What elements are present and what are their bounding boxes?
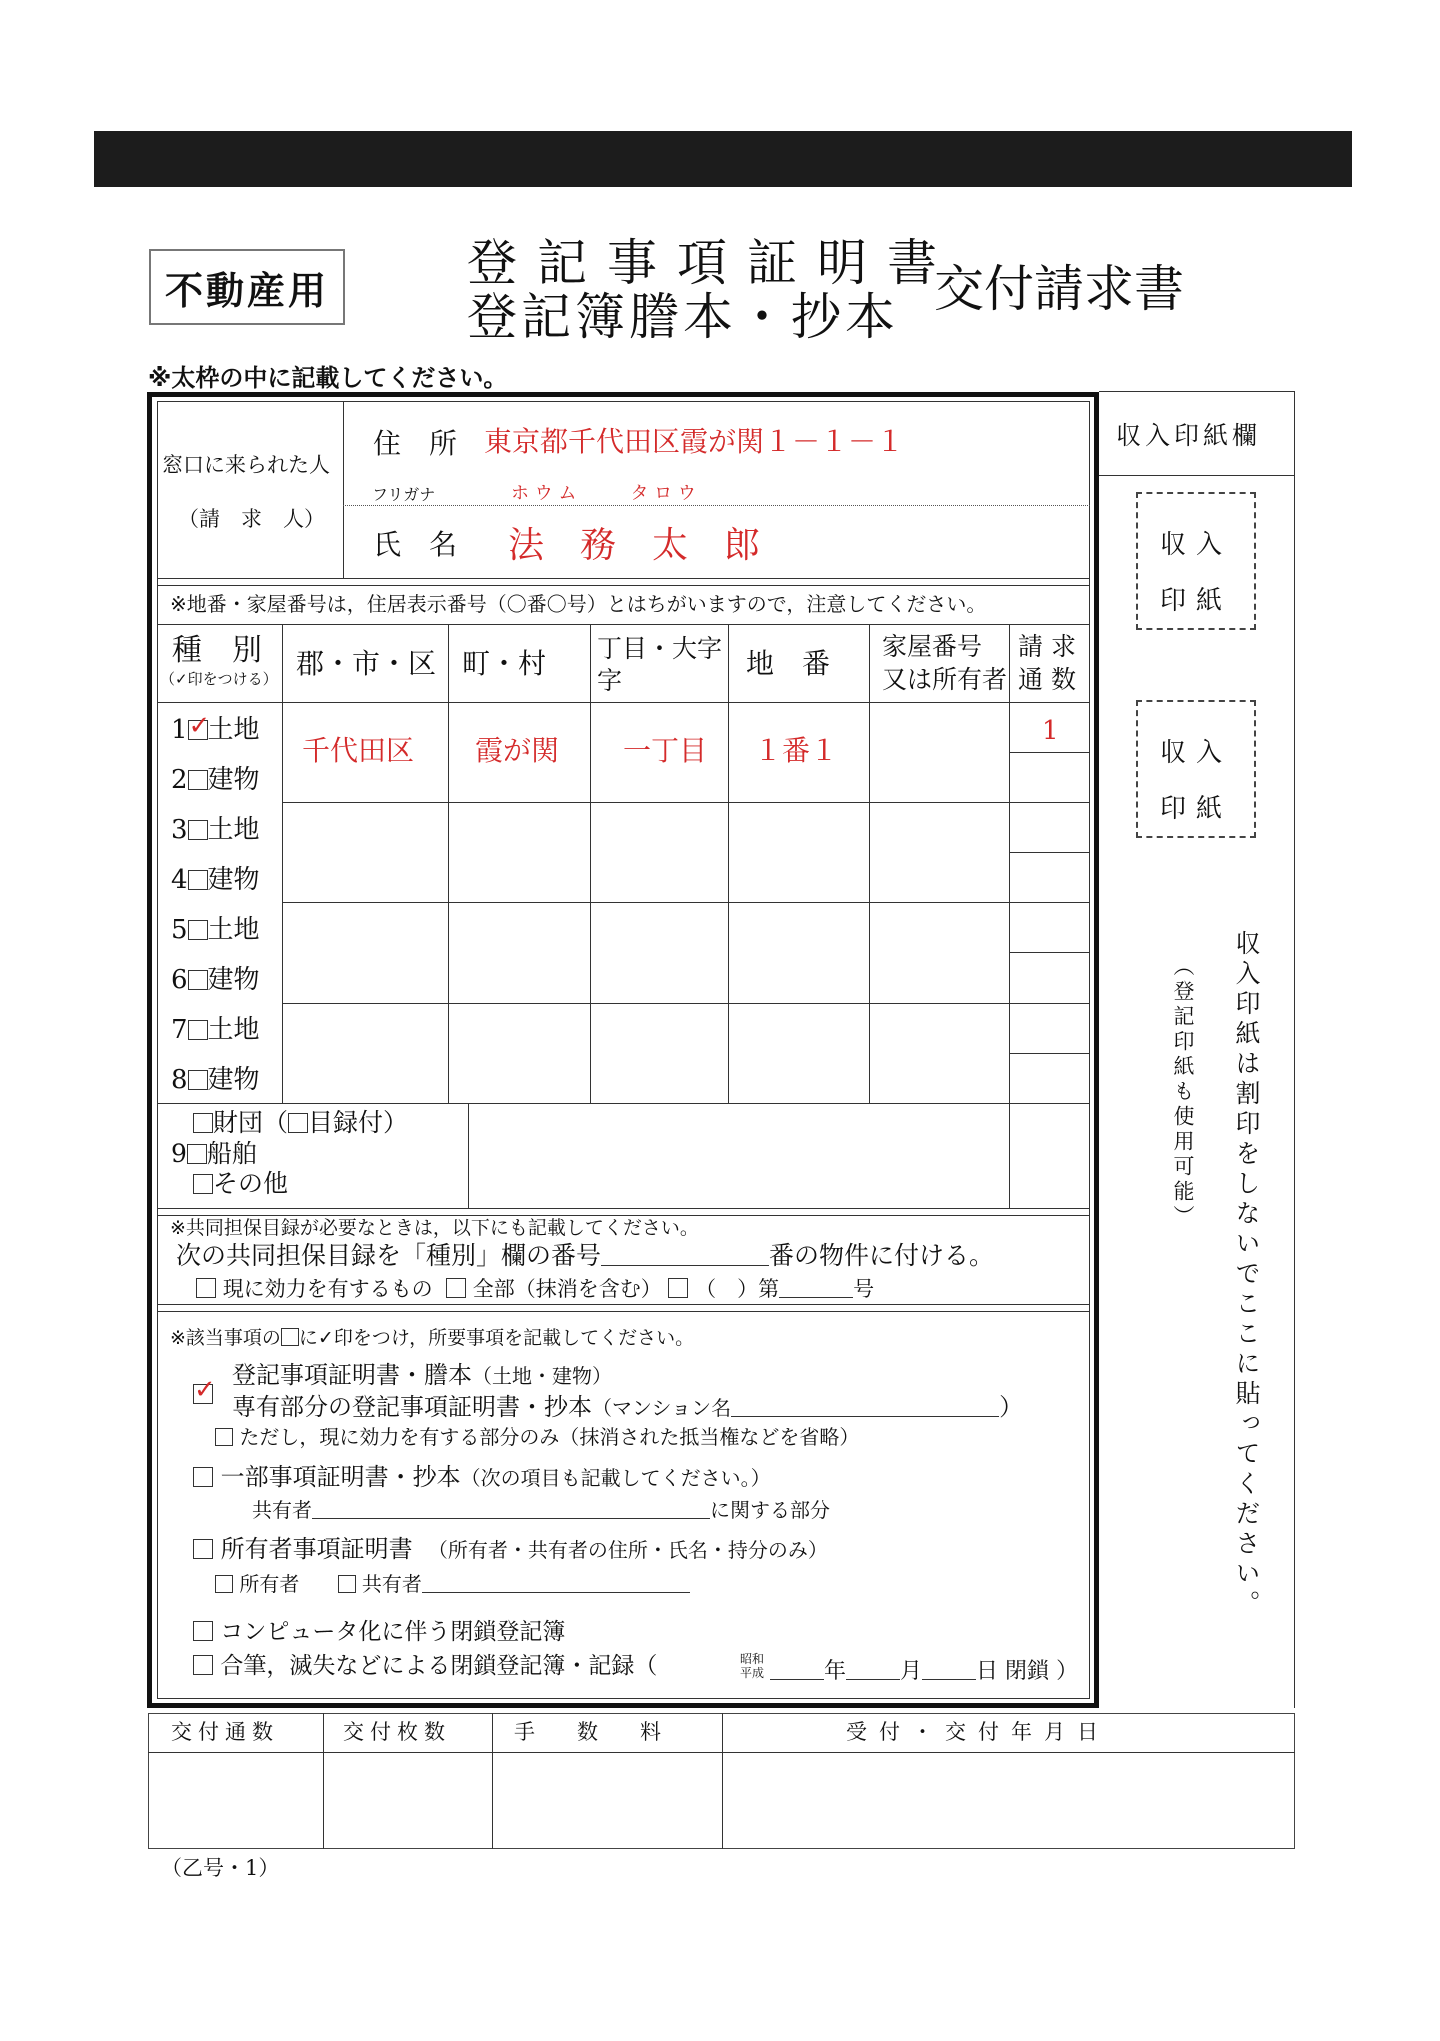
stamp-column-header: 収入印紙欄: [1116, 421, 1262, 450]
address-label: 住 所: [373, 427, 458, 460]
table-row: 2 建物: [171, 765, 260, 795]
item-1c-checkbox[interactable]: [215, 1428, 233, 1446]
row-8-checkbox[interactable]: [188, 1070, 208, 1090]
header-gun: 郡・市・区: [296, 647, 437, 680]
real-estate-badge: 不動産用: [149, 249, 345, 325]
row-3-checkbox[interactable]: [188, 820, 208, 840]
item-1-checkbox[interactable]: [193, 1384, 213, 1404]
item-2-owner-field[interactable]: [312, 1496, 710, 1519]
item-5: 合筆，滅失などによる閉鎖登記簿・記録（: [193, 1655, 657, 1678]
applicant-side-sub: （請 求 人）: [178, 507, 325, 531]
entry-1-chome[interactable]: 一丁目: [623, 734, 708, 767]
item-3-coowner-field[interactable]: [422, 1570, 690, 1593]
stamp-instruction: 収入印紙は割印をしないでここに貼ってください。: [1232, 930, 1261, 1620]
era-label: 昭和 平成: [740, 1652, 765, 1680]
item-5-checkbox[interactable]: [193, 1655, 213, 1675]
collateral-all-checkbox[interactable]: [446, 1278, 466, 1298]
entry-1-gun[interactable]: 千代田区: [302, 734, 415, 767]
note-checkbox-sample: [281, 1328, 299, 1346]
item-4: コンピュータ化に伴う閉鎖登記簿: [193, 1621, 565, 1644]
mansion-name-field[interactable]: [731, 1394, 999, 1417]
form-code: （乙号・1）: [161, 1856, 280, 1880]
table-row: 8 建物: [171, 1065, 260, 1095]
fill-instruction: ※太枠の中に記載してください。: [148, 364, 508, 392]
col-fee: 手 数 料: [514, 1720, 661, 1744]
closure-year-field[interactable]: [770, 1657, 824, 1680]
item-2-owner: 共有者 に関する部分: [252, 1498, 830, 1522]
revenue-stamp-box-2[interactable]: 収入 印紙: [1136, 700, 1256, 838]
item-1b: 専有部分の登記事項証明書・抄本（マンション名 ）: [232, 1393, 1024, 1421]
address-field[interactable]: 東京都千代田区霞が関１－１－１: [484, 425, 905, 458]
furigana-field[interactable]: ホ ウ ム タ ロ ウ: [511, 483, 696, 504]
collateral-effective-checkbox[interactable]: [196, 1278, 216, 1298]
table-row: 1✓ 土地: [171, 717, 260, 743]
catalog-checkbox[interactable]: [288, 1113, 308, 1133]
header-owner: 又は所有者: [882, 665, 1008, 694]
items-note: ※該当事項の に✓印をつけ，所要事項を記載してください。: [170, 1327, 695, 1349]
col-date: 受付・交付年月日: [846, 1720, 1110, 1744]
closure-month-field[interactable]: [846, 1657, 900, 1680]
collateral-note: ※共同担保目録が必要なときは，以下にも記載してください。: [170, 1217, 699, 1239]
title-line-2: 登記簿謄本・抄本: [467, 288, 899, 346]
row-7-checkbox[interactable]: [188, 1020, 208, 1040]
header-type: 種 別: [172, 633, 262, 668]
header-aza: 字: [597, 666, 623, 695]
row-9-other: その他: [193, 1171, 288, 1196]
lot-number-note: ※地番・家屋番号は，住居表示番号（〇番〇号）とはちがいますので，注意してください。: [170, 592, 987, 616]
other-checkbox[interactable]: [193, 1174, 213, 1194]
header-count-2: 通 数: [1018, 665, 1076, 694]
item-3: 所有者事項証明書 （所有者・共有者の住所・氏名・持分のみ）: [193, 1537, 828, 1561]
table-row: 4 建物: [171, 865, 260, 895]
row-4-checkbox[interactable]: [188, 870, 208, 890]
header-bar: [94, 131, 1352, 187]
table-row: 5 土地: [171, 915, 260, 945]
item-3-owner-checkbox[interactable]: [215, 1575, 233, 1593]
item-1c: ただし，現に効力を有する部分のみ（抹消された抵当権などを省略）: [215, 1427, 859, 1447]
item-2-checkbox[interactable]: [193, 1467, 213, 1487]
collateral-number-field[interactable]: [601, 1243, 769, 1266]
entry-1-lot[interactable]: １番１: [754, 734, 839, 767]
entry-1-town[interactable]: 霞が関: [475, 734, 560, 767]
name-field[interactable]: 法 務 太 郎: [508, 525, 761, 566]
title-suffix: 交付請求書: [934, 260, 1184, 318]
collateral-line: 次の共同担保目録を「種別」欄の番号 番の物件に付ける。: [176, 1241, 995, 1270]
header-chome: 丁目・大字: [597, 634, 723, 663]
item-3-checkbox[interactable]: [193, 1539, 213, 1559]
table-row: 7 土地: [171, 1015, 260, 1045]
item-1-checkbox-wrap: [193, 1381, 213, 1406]
revenue-stamp-box-1[interactable]: 収入 印紙: [1136, 492, 1256, 630]
table-row: 6 建物: [171, 965, 260, 995]
furigana-label: フリガナ: [372, 485, 436, 504]
title-line-1: 登記事項証明書: [467, 234, 957, 292]
row-9-ship: 9 船舶: [171, 1139, 257, 1168]
header-house-no: 家屋番号: [882, 632, 983, 661]
item-2: 一部事項証明書・抄本（次の項目も記載してください。）: [193, 1465, 771, 1489]
row-6-checkbox[interactable]: [188, 970, 208, 990]
row-1-checkbox[interactable]: [188, 720, 208, 740]
ship-checkbox[interactable]: [187, 1144, 207, 1164]
item-3-owner: 所有者 共有者: [215, 1570, 690, 1594]
table-row: 3 土地: [171, 815, 260, 845]
collateral-number-checkbox[interactable]: [668, 1278, 688, 1298]
foundation-checkbox[interactable]: [193, 1113, 213, 1133]
col-issued-sheets: 交付枚数: [343, 1720, 451, 1744]
closure-day-field[interactable]: [922, 1657, 976, 1680]
col-issued-copies: 交付通数: [171, 1720, 279, 1744]
entry-1-count[interactable]: 1: [1042, 716, 1059, 746]
header-town: 町・村: [462, 647, 547, 680]
row-2-checkbox[interactable]: [188, 770, 208, 790]
row-5-checkbox[interactable]: [188, 920, 208, 940]
stamp-instruction-sub: （登記印紙も使用可能）: [1171, 955, 1195, 1230]
row-9-foundation: 財団（ 目録付）: [193, 1110, 408, 1135]
item-1a: 登記事項証明書・謄本（土地・建物）: [232, 1361, 612, 1389]
header-type-sub: （✓印をつける）: [160, 670, 278, 688]
closure-date: 年 月 日 閉鎖 ）: [770, 1657, 1078, 1683]
header-count: 請 求: [1018, 632, 1076, 661]
header-lot: 地 番: [746, 647, 831, 680]
name-label: 氏 名: [373, 528, 458, 561]
collateral-no-field[interactable]: [779, 1275, 853, 1298]
item-4-checkbox[interactable]: [193, 1621, 213, 1641]
collateral-options: 現に効力を有するもの 全部（抹消を含む） （ ）第 号: [196, 1275, 874, 1300]
item-3-coowner-checkbox[interactable]: [338, 1575, 356, 1593]
applicant-side-label: 窓口に来られた人: [162, 453, 330, 477]
